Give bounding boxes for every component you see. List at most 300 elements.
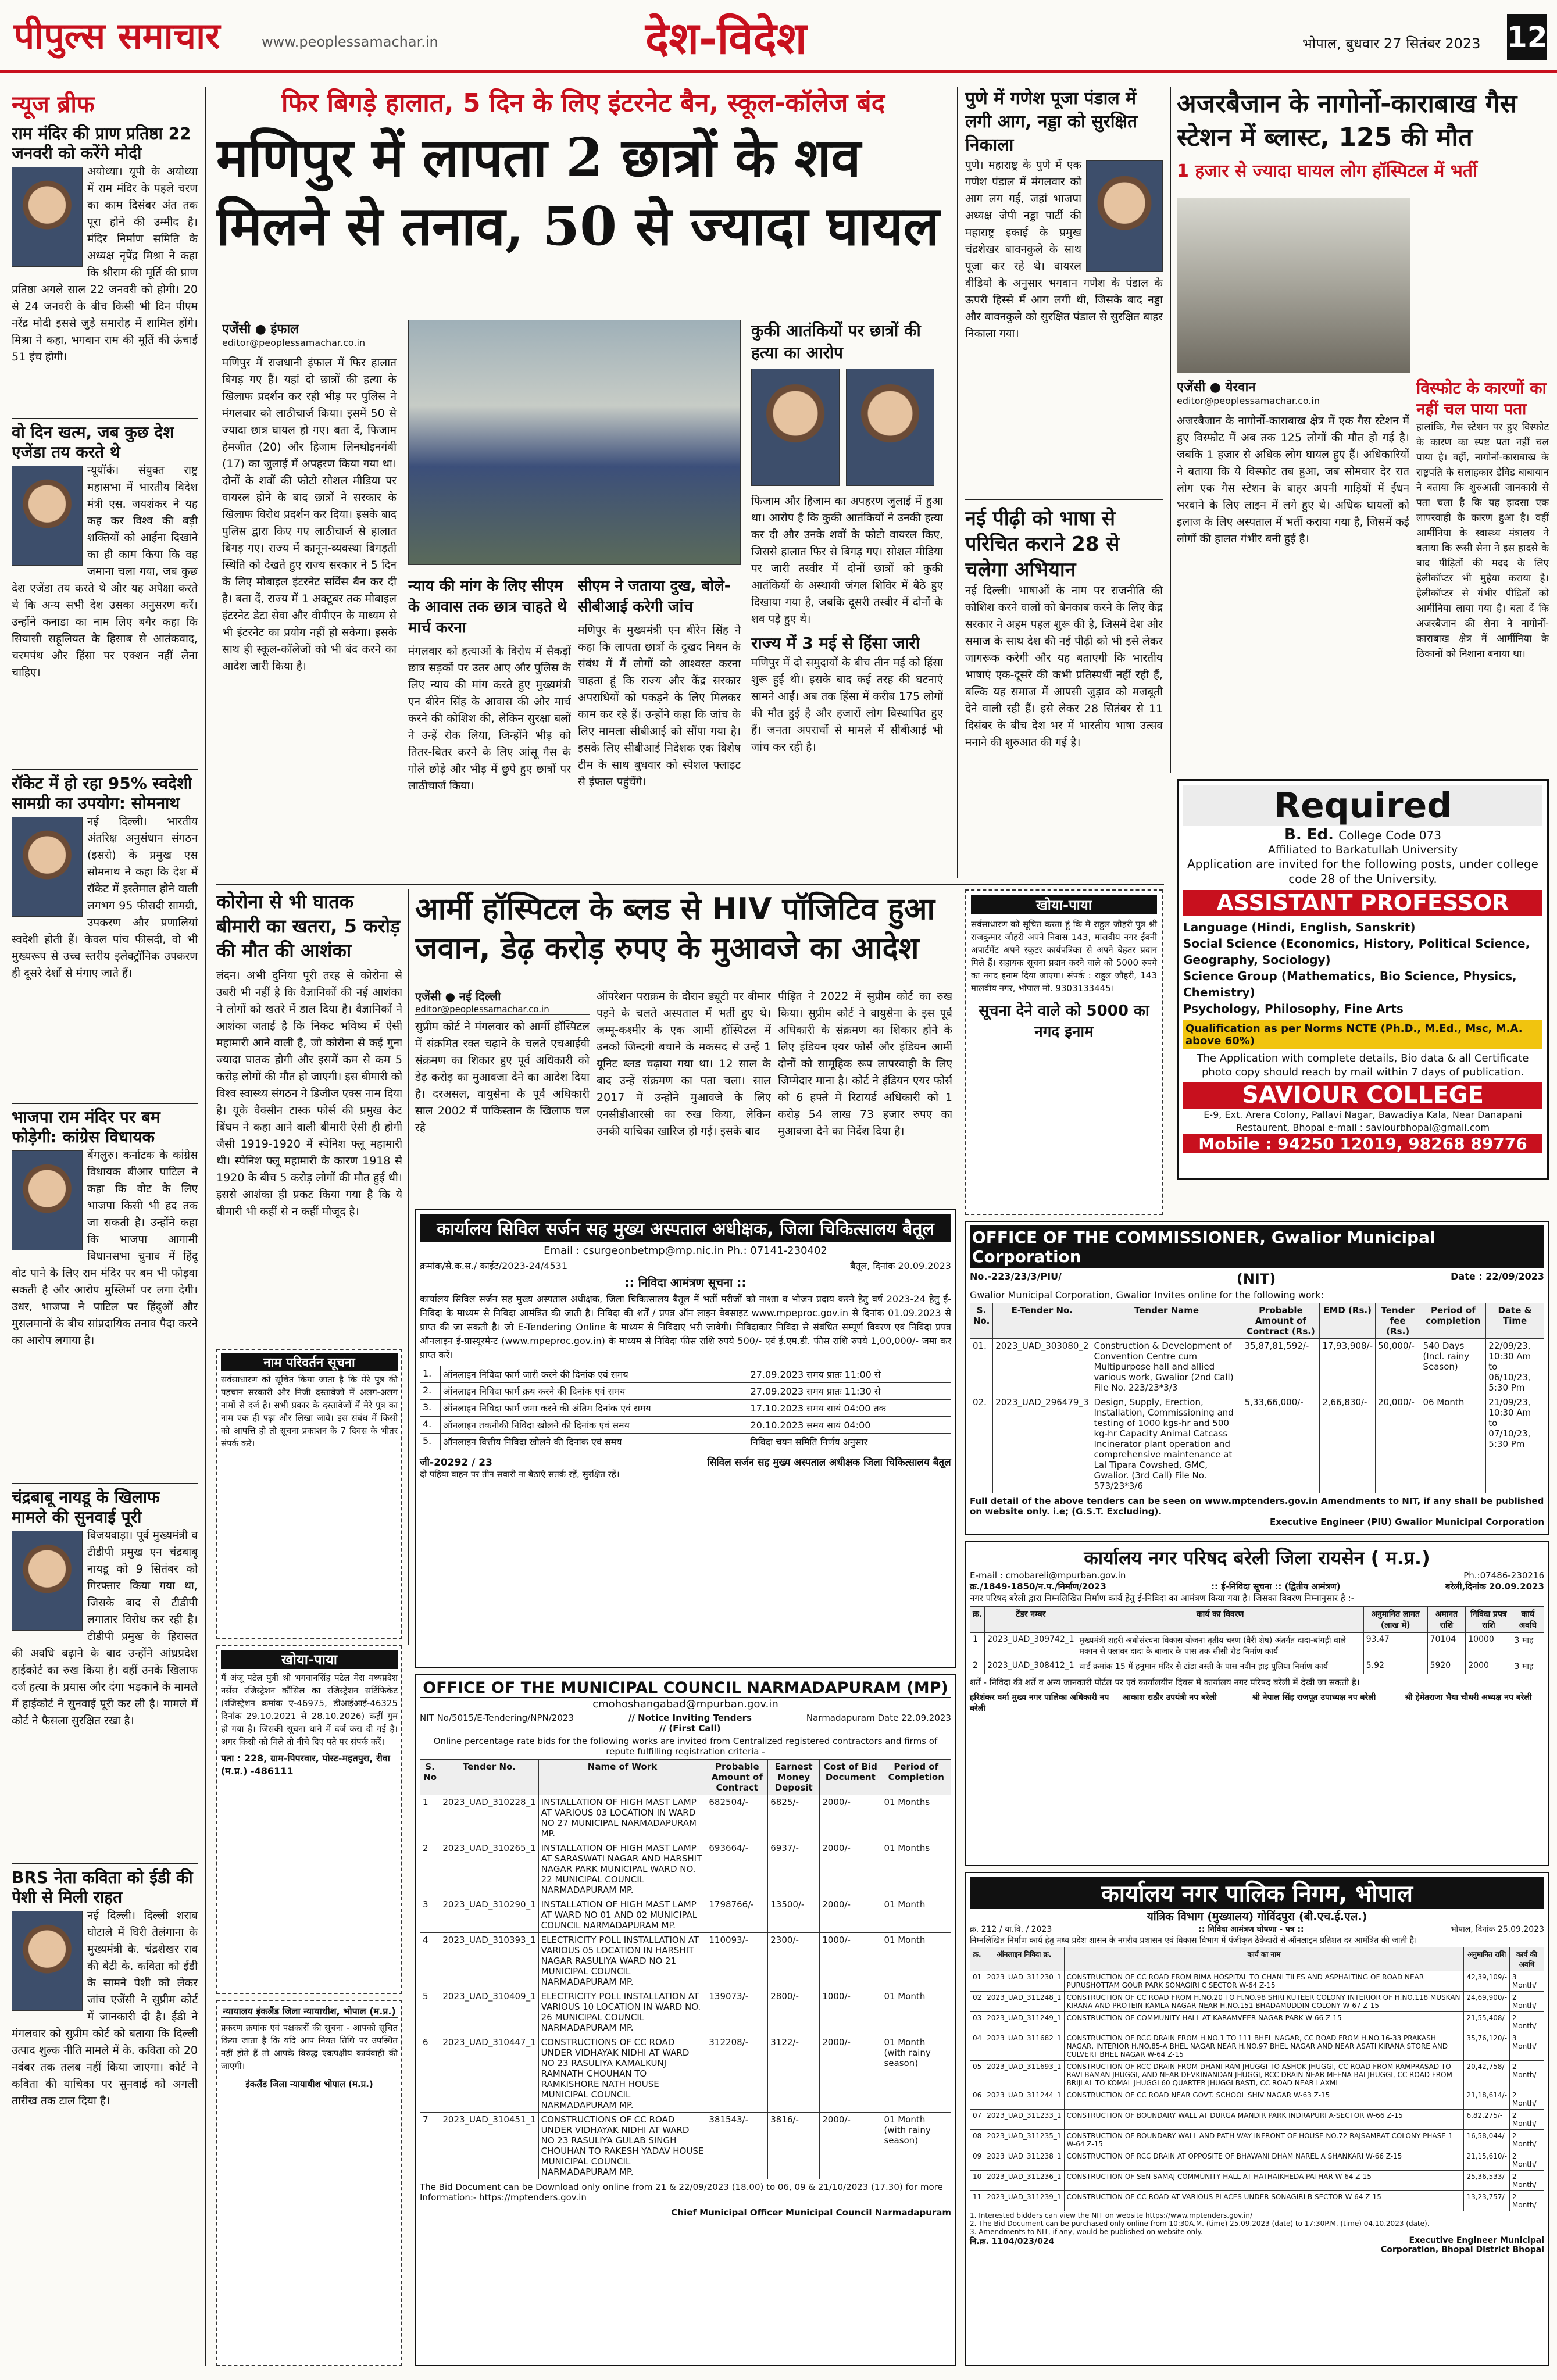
table-cell: 6937/- — [768, 1841, 820, 1897]
table-header: S. No — [420, 1760, 440, 1795]
table-cell: 2000/- — [820, 1841, 881, 1897]
table-cell: 6825/- — [768, 1795, 820, 1841]
table-header: क्र. — [970, 1947, 984, 1971]
bmc-table — [970, 1947, 1544, 2211]
army-body: सुप्रीम कोर्ट ने मंगलवार को आर्मी हॉस्पिटल में संक्रमित रक्त चढ़ाने के चलते एचआईवी संक्रमण का शिकार हुए पूर्व अधिकारी को डेढ़ करोड़ का मुआवजा देने का आदेश दिया है। दरअसल, वायुसेना के पूर्व अधिकारी साल 2002 में पाकिस्तान के खिलाफ चल रहे — [415, 1020, 590, 1134]
table-cell: 01 Month (with rainy season) — [881, 2113, 951, 2179]
required-note: The Application with complete details, Bio data & all Certificate photo copy should reach by mail within 7 days of publication. — [1197, 1052, 1529, 1078]
required-intro: Application are invited for the following posts, under college code 28 of the University. — [1187, 857, 1538, 886]
npm-sign: Chief Municipal Officer Municipal Council Narmadapuram — [671, 2207, 951, 2218]
table-cell: 3. — [420, 1400, 441, 1417]
bmc-office: कार्यालय नगर पालिक निगम, भोपाल — [970, 1877, 1544, 1909]
brief-photo — [12, 466, 83, 566]
table-cell: 20,42,758/- — [1464, 2061, 1509, 2089]
table-cell: 682504/- — [706, 1795, 768, 1841]
table-cell: CONSTRUCTION OF CC ROAD NEAR GOVT. SCHOOL SHIV NAGAR W-63 Z-15 — [1064, 2089, 1464, 2110]
brief-photo — [12, 1150, 83, 1250]
npm-email[interactable]: cmohoshangabad@mpurban.gov.in — [592, 1698, 779, 1710]
gwalior-nit: (NIT) — [1236, 1271, 1276, 1287]
bareli-tender — [965, 1541, 1549, 1866]
table-row — [970, 1339, 1544, 1395]
table-cell: ELECTRICITY POLL INSTALLATION AT VARIOUS 05 LOCATION IN HARSHIT NAGAR RASULIYA WARD NO 21 MUNICIPAL COUNCIL NARMADAPURAM MP. — [538, 1933, 706, 1989]
table-cell: 09 — [970, 2150, 984, 2171]
table-cell: 2023_UAD_310447_1 — [440, 2035, 538, 2113]
table-header: Period of completion — [1420, 1303, 1486, 1339]
table-cell: 2023_UAD_311233_1 — [984, 2110, 1064, 2130]
table-row — [420, 1434, 951, 1450]
table-header: कार्य की अवधि — [1509, 1947, 1544, 1971]
lead-side3 — [751, 320, 943, 872]
table-cell: ऑनलाइन वित्तीय निविदा खोलने की दिनांक एवं समय — [440, 1434, 748, 1450]
table-cell: CONSTRUCTION OF RCC DRAIN FROM DHANI RAM JHUGGI TO ASHOK JHUGGI, CC ROAD FROM RAMPRASAD TO RAVI BAMAN JHUGGI, AND NEAR DEVKINANDAN JHUGGI, RCC DRAIN NEAR MEENA BAI JHUGGI, CC ROAD FROM BRIJLAL TO KOMAL JHUGGI 60 QUARTER JHUGGI BASTI, CC ROAD NEAR LAXMI — [1064, 2061, 1464, 2089]
table-cell: 01. — [970, 1339, 993, 1395]
required-qualification: Qualification as per Norms NCTE (Ph.D., M.Ed., Msc, M.A. above 60%) — [1183, 1020, 1542, 1049]
bmc-note: 2. The Bid Document can be purchased only online from 10:30A.M. (time) 25.09.2023 (date) to 17:30P.M. (time) 04.10.2023 (date). — [970, 2220, 1430, 2228]
table-cell: 01 Month — [881, 1933, 951, 1989]
brief-body: नई दिल्ली। भारतीय अंतरिक्ष अनुसंधान संगठन (इसरो) के प्रमुख एस सोमनाथ ने कहा कि देश में रॉकेट में इस्तेमाल होने वाली लगभग 95 फीसदी सामग्री, उपकरण और प्रणालियां स्वदेशी होती हैं। केवल पांच फीसदी, वो भी मुख्यरूप से उच्च स्तरीय इलेक्ट्रॉनिक उपकरण ही दूसरे देशों से मंगाए जाते हैं। — [12, 815, 198, 980]
table-cell: 1000/- — [820, 1989, 881, 2035]
table-cell: 2023_UAD_311693_1 — [984, 2061, 1064, 2089]
lead-side2 — [578, 576, 741, 872]
table-cell: 3 माह — [1512, 1659, 1544, 1674]
brief-photo — [12, 1911, 83, 2011]
table-header: निविदा प्रपत्र राशि — [1466, 1607, 1512, 1633]
table-row — [970, 2061, 1544, 2089]
betul-office: कार्यालय सिविल सर्जन सह मुख्य अस्पताल अधीक्षक, जिला चिकित्सालय बैतूल — [420, 1214, 951, 1242]
brief-item — [12, 124, 198, 414]
table-cell: 2 Month/ — [1509, 2110, 1544, 2130]
bareli-phone: Ph.:07486-230216 — [1463, 1570, 1544, 1581]
side3-headline: कुकी आतंकियों पर छात्रों की हत्या का आरोप — [751, 321, 921, 362]
table-cell: 16,58,044/- — [1464, 2130, 1509, 2150]
table-cell: 1 — [420, 1795, 440, 1841]
subject-item: Language (Hindi, English, Sanskrit) — [1183, 920, 1416, 934]
npm-intro: Online percentage rate bids for the following works are invited from Centralized registered contractors and firms of repute fulfilling registration criteria - — [433, 1736, 938, 1757]
table-header: अनुमानित लागत (लाख में) — [1363, 1607, 1427, 1633]
table-cell: CONSTRUCTION OF COMMUNITY HALL AT KARAMVEER NAGAR PARK W-66 Z-15 — [1064, 2012, 1464, 2032]
name-change-ad — [216, 1349, 402, 1639]
language-headline: नई पीढ़ी को भाषा से परिचित कराने 28 से चलेगा अभियान — [965, 507, 1120, 581]
bareli-date: बरेली,दिनांक 20.09.2023 — [1445, 1581, 1544, 1592]
brief-item — [12, 774, 198, 1099]
table-header: क्र. — [970, 1607, 985, 1633]
side2-body: मणिपुर के मुख्यमंत्री एन बीरेन सिंह ने कहा कि लापता छात्रों के दुखद निधन के संबंध में मैं लोगों को आश्वस्त करना चाहता हूं कि राज्य और केंद्र सरकार अपराधियों को पकड़ने के लिए मिलकर काम कर रहे हैं। उन्होंने कहा कि जांच के लिए मामला सीबीआई को सौंपा गया है। इसके लिए सीबीआई निदेशक एक विशेष टीम के साथ बुधवार को स्पेशल फ्लाइट से इंफाल पहुंचेंगे। — [578, 624, 741, 788]
side3-body: फिजाम और हिजाम का अपहरण जुलाई में हुआ था। आरोप है कि कुकी आतंकियों ने उनकी हत्या कर दी और उनके शवों के फोटो वायरल किए, जिससे हालात फिर से बिगड़ गए। सोशल मीडिया पर जारी तस्वीर में दोनों छात्रों को कुकी आतंकियों के अस्थायी जंगल शिविर में बैठे हुए दिखाया गया है, जबकि दूसरी तस्वीर में दोनों के शव पड़े हुए थे। — [751, 495, 943, 626]
table-cell: 2000/- — [820, 1795, 881, 1841]
bareli-office: कार्यालय नगर परिषद बरेली जिला रायसेन ( म.प्र.) — [1084, 1547, 1430, 1569]
brief-photo — [12, 167, 83, 267]
brief-body: न्यूयॉर्क। संयुक्त राष्ट्र महासभा में भारतीय विदेश मंत्री एस. जयशंकर ने यह कह कर विश्व की बड़ी शक्तियों को आईना दिखाने का ही काम किया कि वह जमाना चला गया, जब कुछ देश एजेंडा तय करते थे और यह अपेक्षा करते थे कि अन्य सभी देश उसका अनुसरण करें। उन्होंने कनाडा का नाम लिए बगैर कहा कि सियासी सहूलियत के हिसाब से आतंकवाद, चरमपंथ और हिंसा पर एक्शन नहीं लेना चाहिए। — [12, 464, 198, 679]
table-cell: 2023_UAD_310393_1 — [440, 1933, 538, 1989]
pune-headline: पुणे में गणेश पूजा पंडाल में लगी आग, नड्डा को सुरक्षित निकाला — [965, 88, 1138, 155]
table-cell: CONSTRUCTION OF RCC DRAIN AT OPPOSITE OF BHAWANI DHAM NAREL A SHANKARI W-66 Z-15 — [1064, 2150, 1464, 2171]
gwalior-intro: Gwalior Municipal Corporation, Gwalior Invites online for the following work: — [970, 1289, 1324, 1300]
table-cell: 3 माह — [1512, 1633, 1544, 1659]
bmc-note: 1. Interested bidders can view the NIT on website https://www.mptenders.gov.in/ — [970, 2211, 1253, 2220]
college-name: SAVIOUR COLLEGE — [1183, 1082, 1542, 1109]
table-cell: CONSTRUCTION OF BOUNDARY WALL AT DURGA MANDIR PARK INDRAPURI A-SECTOR W-66 Z-15 — [1064, 2110, 1464, 2130]
table-row — [420, 1933, 951, 1989]
table-cell: 4. — [420, 1417, 441, 1434]
betul-title: :: निविदा आमंत्रण सूचना :: — [624, 1275, 747, 1289]
table-cell: 17.10.2023 समय सायं 04:00 तक — [748, 1400, 951, 1417]
table-header: कार्य अवधि — [1512, 1607, 1544, 1633]
table-cell: Design, Supply, Erection, Installation, Commissioning and testing of 1000 kgs-hr and 500 kg-hr Capacity Animal Catcass Incinerator plant operation and comprehensive maintenance at Lal Tipara Cowshed, GMC, Gwalior. (3rd Call) File No. 573/23*3/6 — [1091, 1395, 1242, 1493]
nadda-photo — [1086, 160, 1163, 272]
table-cell: 2023_UAD_303080_2 — [993, 1339, 1091, 1395]
table-cell: 1. — [420, 1366, 441, 1383]
betul-schedule — [420, 1366, 951, 1450]
bareli-title: :: ई-निविदा सूचना :: (द्वितीय आमंत्रण) — [1210, 1581, 1341, 1592]
table-cell: 1 — [970, 1633, 985, 1659]
table-cell: 22/09/23, 10:30 Am to 06/10/23, 5:30 Pm — [1486, 1339, 1544, 1395]
bareli-table — [970, 1606, 1544, 1674]
table-row — [970, 2012, 1544, 2032]
table-cell: 21,18,614/- — [1464, 2089, 1509, 2110]
table-cell: 06 — [970, 2089, 984, 2110]
table-row — [420, 1795, 951, 1841]
required-title: Required — [1183, 785, 1542, 826]
table-cell: 2 Month/ — [1509, 2089, 1544, 2110]
gwalior-office: OFFICE OF THE COMMISSIONER, Gwalior Municipal Corporation — [970, 1225, 1544, 1268]
table-header: अनुमानित राशि — [1464, 1947, 1509, 1971]
required-post: ASSISTANT PROFESSOR — [1183, 890, 1542, 916]
table-cell: 06 Month — [1420, 1395, 1486, 1493]
subject-item: Psychology, Philosophy, Fine Arts — [1183, 1002, 1404, 1016]
table-cell: 2023_UAD_311249_1 — [984, 2012, 1064, 2032]
table-cell: 2000/- — [820, 2035, 881, 2113]
table-cell: 110093/- — [706, 1933, 768, 1989]
brief-photo — [12, 1531, 83, 1631]
table-cell: 2023_UAD_311236_1 — [984, 2171, 1064, 2191]
table-cell: INSTALLATION OF HIGH MAST LAMP AT VARIOUS 03 LOCATION IN WARD NO 27 MUNICIPAL NARMADAPURAM MP. — [538, 1795, 706, 1841]
army-col3: पीड़ित ने 2022 में सुप्रीम कोर्ट का रुख किया। सुप्रीम कोर्ट ने वायुसेना के इस पूर्व अधिकारी के संक्रमण का शिकार होने के लिए इंडियन एयर फोर्स और इंडियन आर्मी दोनों को सामूहिक रूप लापरवाही के लिए जिम्मेदार माना है। कोर्ट ने इंडियन एयर फोर्स को 6 हफ्ते में रिटायर्ड अधिकारी को 1 करोड़ 54 लाख 73 हजार रुपए का मुआवजा देने का निर्देश दिया है। — [778, 990, 952, 1138]
table-row — [970, 2130, 1544, 2150]
table-cell: 3816/- — [768, 2113, 820, 2179]
table-header: Cost of Bid Document — [820, 1760, 881, 1795]
side4-headline: राज्य में 3 मई से हिंसा जारी — [751, 634, 920, 653]
language-story — [965, 506, 1163, 878]
table-cell: 5. — [420, 1434, 441, 1450]
gwalior-table — [970, 1303, 1544, 1493]
required-course: B. Ed. — [1284, 826, 1334, 844]
table-cell: 2 Month/ — [1509, 2061, 1544, 2089]
bmc-code: नि.क्र. 1104/023/024 — [970, 2237, 1055, 2246]
table-cell: 27.09.2023 समय प्रातः 11:30 से — [748, 1383, 951, 1400]
table-cell: 20,000/- — [1376, 1395, 1420, 1493]
table-cell: 2023_UAD_311244_1 — [984, 2089, 1064, 2110]
table-cell: 13,23,757/- — [1464, 2191, 1509, 2211]
name-change-title: नाम परिवर्तन सूचना — [221, 1353, 398, 1371]
bmc-sign: Executive Engineer Municipal Corporation, Bhopal District Bhopal — [1381, 2236, 1544, 2254]
lead-photo — [408, 320, 741, 565]
table-cell: INSTALLATION OF HIGH MAST LAMP AT WARD NO 01 AND 02 MUNICIPAL COUNCIL NARMADAPURAM MP. — [538, 1897, 706, 1933]
table-cell: 08 — [970, 2130, 984, 2150]
table-header: Earnest Money Deposit — [768, 1760, 820, 1795]
bareli-intro: नगर परिषद बरेली द्वारा निम्नलिखित निर्माण कार्य हेतु ई-निविदा का आमंत्रण किया गया है। जिसका विवरण निम्नानुसार है :- — [970, 1593, 1355, 1603]
npm-ref: NIT No/5015/E-Tendering/NPN/2023 — [420, 1713, 574, 1723]
table-row — [420, 1989, 951, 2035]
table-row — [970, 1659, 1544, 1674]
army-headline: आर्मी हॉस्पिटल के ब्लड से HIV पॉजिटिव हुआ जवान, डेढ़ करोड़ रुपए के मुआवजे का आदेश — [415, 892, 935, 966]
table-cell: 2 Month/ — [1509, 2150, 1544, 2171]
corona-story — [216, 889, 402, 1343]
table-cell: 2023_UAD_311238_1 — [984, 2150, 1064, 2171]
table-cell: 11 — [970, 2191, 984, 2211]
bmc-ref: क्र. 212 / या.वि. / 2023 — [970, 1925, 1052, 1934]
azer-side-headline: विस्फोट के कारणों का नहीं चल पाया पता — [1416, 378, 1547, 419]
table-header: EMD (Rs.) — [1320, 1303, 1376, 1339]
table-cell: 1798766/- — [706, 1897, 768, 1933]
table-header: Name of Work — [538, 1760, 706, 1795]
table-cell: 93.47 — [1363, 1633, 1427, 1659]
brief-body: नई दिल्ली। दिल्ली शराब घोटाले में घिरी तेलंगाना के मुख्यमंत्री के. चंद्रशेखर राव की बेटी के. कविता को ईडी के सामने पेशी को लेकर जांच एजेंसी ने सुप्रीम कोर्ट में जानकारी दी है। ईडी ने मंगलवार को सुप्रीम कोर्ट को बताया कि दिल्ली उत्पाद शुल्क नीति मामले में के. कविता को 20 नवंबर तक तलब नहीं किया जाएगा। कोर्ट ने कविता की याचिका पर सुनवाई को अगली तारीख तक टाल दिया है। — [12, 1909, 198, 2107]
table-cell: 07 — [970, 2110, 984, 2130]
required-code: College Code 073 — [1338, 828, 1441, 842]
table-cell: 1000/- — [820, 1933, 881, 1989]
table-cell: CONSTRUCTION OF BOUNDARY WALL AND PATH WAY INFRONT OF HOUSE NO.72 RAJSAMRAT COLONY PHASE-1 W-64 Z-15 — [1064, 2130, 1464, 2150]
table-row — [420, 1383, 951, 1400]
required-ad — [1177, 779, 1549, 1180]
table-cell: 42,39,109/- — [1464, 1971, 1509, 1992]
npm-table — [420, 1759, 951, 2179]
table-cell: 27.09.2023 समय प्रातः 11:00 से — [748, 1366, 951, 1383]
table-cell: 2. — [420, 1383, 441, 1400]
table-cell: 2023_UAD_311682_1 — [984, 2032, 1064, 2061]
table-cell: 20.10.2023 समय सायं 04:00 — [748, 1417, 951, 1434]
table-cell: ऑनलाइन निविदा फार्म जारी करने की दिनांक एवं समय — [440, 1366, 748, 1383]
table-row — [970, 2110, 1544, 2130]
table-cell: 3 Month/ — [1509, 2032, 1544, 2061]
news-brief — [12, 87, 198, 2366]
azer-email[interactable]: editor@peoplessamachar.co.in — [1177, 395, 1409, 409]
army-col1 — [415, 988, 590, 1203]
table-cell: 2000 — [1466, 1659, 1512, 1674]
table-cell: 02 — [970, 1992, 984, 2012]
section-title: देश-विदेश — [645, 12, 807, 64]
table-cell: CONSTRUCTION OF SEN SAMAJ COMMUNITY HALL AT HATHAIKHEDA PATHAR W-64 Z-15 — [1064, 2171, 1464, 2191]
betul-ref: क्रमांक/से.क.स./ काईट/2023-24/4531 — [420, 1260, 568, 1271]
table-cell: 2023_UAD_310265_1 — [440, 1841, 538, 1897]
victim-photo — [751, 369, 840, 486]
masthead — [0, 0, 1557, 73]
table-cell: 35,87,81,592/- — [1242, 1339, 1320, 1395]
masthead-brand: पीपुल्स समाचार — [14, 15, 220, 57]
subject-item: Science Group (Mathematics, Bio Science, Physics, Chemistry) — [1183, 969, 1517, 999]
side1-headline: न्याय की मांग के लिए सीएम के आवास तक छात्र चाहते थे मार्च करना — [408, 577, 567, 637]
table-cell: 02. — [970, 1395, 993, 1493]
gwalior-sign: Executive Engineer (PIU) Gwalior Municipal Corporation — [1269, 1517, 1544, 1527]
table-row — [970, 1971, 1544, 1992]
table-cell: 01 Month (with rainy season) — [881, 2035, 951, 2113]
table-row — [970, 1395, 1544, 1493]
table-cell: 21/09/23, 10:30 Am to 07/10/23, 5:30 Pm — [1486, 1395, 1544, 1493]
lost-body: सर्वसाधारण को सूचित करता हूं कि मैं राहुल जौहरी पुत्र श्री राजकुमार जौहरी अपने निवास 143, मालवीय नगर ईवनी अपार्टमेंट अपने स्कूटर कार्यपत्रिका से अपने बेहतर प्रदान मिले हैं। सहायक सूचना प्रदान करने वाले को 5000 रुपये का नगद इनाम दिया जाएगा। संपर्क : राहुल जौहरी, 143 मालवीय नगर, भोपाल मो. 9303133445। — [971, 919, 1157, 994]
table-cell: 13500/- — [768, 1897, 820, 1933]
table-row — [420, 2035, 951, 2113]
table-header: कार्य का नाम — [1064, 1947, 1464, 1971]
npm-footer: The Bid Document can be Download only online from 21 & 22/09/2023 (18.00) to 06, 09 & 21/10/2023 (17.30) for more Information:- https://mptenders.gov.in — [420, 2182, 943, 2203]
masthead-url[interactable]: www.peoplessamachar.in — [262, 34, 438, 50]
bareli-signature: श्री नेपाल सिंह राजपूत उपाध्यक्ष नप बरेली — [1252, 1693, 1376, 1702]
table-cell: 6,82,275/- — [1464, 2110, 1509, 2130]
table-cell: 2300/- — [768, 1933, 820, 1989]
table-cell: CONSTRUCTIONS OF CC ROAD UNDER VIDHAYAK NIDHI AT WARD NO 23 RASULIYA KAMALKUNJ RAMNATH CHOUHAN TO RAMKISHORE NATH HOUSE MUNICIPAL COUNCIL NARMADAPURAM MP. — [538, 2035, 706, 2113]
table-cell: 2 Month/ — [1509, 2191, 1544, 2211]
required-affiliation: Affiliated to Barkatullah University — [1267, 844, 1458, 856]
court-footer: इंकलैंड जिला न्यायाधीश भोपाल (म.प्र.) — [245, 2079, 373, 2089]
table-cell: 2000/- — [820, 1897, 881, 1933]
table-header: E-Tender No. — [993, 1303, 1091, 1339]
table-cell: 2 — [420, 1841, 440, 1897]
lead-byline: एजेंसी ● इंफाल — [222, 322, 299, 337]
table-cell: 5.92 — [1363, 1659, 1427, 1674]
table-cell: CONSTRUCTION OF CC ROAD AT VARIOUS PLACES UNDER SONAGIRI B SECTOR W-64 Z-15 — [1064, 2191, 1464, 2211]
npm-notice: // Notice Inviting Tenders // (First Call) — [628, 1713, 752, 1734]
betul-intro: कार्यालय सिविल सर्जन सह मुख्य अस्पताल अधीक्षक, जिला चिकित्सालय बैतूल में भर्ती मरीजों को नाश्ता व भोजन प्रदाय करने हेतु वर्ष 2023-24 हेतु ई-निविदा के माध्यम से निविदा आमंत्रित की जाती है। निविदा की शर्तें / प्रपत्र ऑन लाइन वेबसाइट www.mpeproc.gov.in से दिनांक 01.09.2023 से प्राप्त की जा सकती है। जो E-Tendering Online के माध्यम से निविदाएं भरी जावेगी। निविदाकार निविदा से संबंधित सम्पूर्ण विवरण एवं निविदा प्रपत्र ऑनलाइन ई-प्रास्यूरमेन्ट (www.mpeproc.gov.in) के माध्यम से निविदा फीस राशि रुपये 500/- एवं ई.एम.डी. फीस राशि रुपये 1,00,000/- जमा कर प्राप्त करें। — [420, 1293, 951, 1360]
table-cell: 2000/- — [820, 2113, 881, 2179]
table-cell: 381543/- — [706, 2113, 768, 2179]
lost2-title: खोया-पाया — [221, 1650, 398, 1669]
brief-body: विजयवाड़ा। पूर्व मुख्यमंत्री व टीडीपी प्रमुख एन चंद्रबाबू नायडू को 9 सितंबर को गिरफ्तार किया गया था, जिसके बाद से टीडीपी लगातार विरोध कर रही है। टीडीपी प्रमुख के हिरासत की अवधि बढ़ाने के बाद उन्होंने आंध्रप्रदेश हाईकोर्ट का रुख किया है। वहीं उनके खिलाफ दर्ज हत्या के प्रयास और दंगा भड़काने के मामले में हाईकोर्ट ने सुनवाई पूरी कर ली है। मामले में कोर्ट ने फैसला सुरक्षित रखा है। — [12, 1529, 198, 1727]
table-cell: CONSTRUCTIONS OF CC ROAD UNDER VIDHAYAK NIDHI AT WARD NO 23 RASULIYA GULAB SINGH CHOUHAN TO RAKESH YADAV HOUSE MUNICIPAL COUNCIL NARMADAPURAM MP. — [538, 2113, 706, 2179]
table-cell: 21,15,610/- — [1464, 2150, 1509, 2171]
army-col2: ऑपरेशन पराक्रम के दौरान ड्यूटी पर बीमार पड़ने के चलते अस्पताल में भर्ती हुए थे। जम्मू-कश्मीर के एक आर्मी हॉस्पिटल में उनको जिन्दगी बचाने के मकसद से उन्हें 1 यूनिट ब्लड चढ़ाया गया था। 12 साल के बाद उन्हें संक्रमण का पता चला। साल 2017 में उन्होंने मुआवजे के लिए एनसीडीआरसी का रुख किया, लेकिन उनकी याचिका खारिज हो गई। इसके बाद — [597, 990, 771, 1138]
table-cell: 2023_UAD_310290_1 — [440, 1897, 538, 1933]
bmc-date: भोपाल, दिनांक 25.09.2023 — [1450, 1925, 1544, 1934]
court-body: प्रकरण क्रमांक एवं पक्षकारों की सूचना - आपको सूचित किया जाता है कि यदि आप नियत तिथि पर उपस्थित नहीं होते हैं तो आपके विरुद्ध एकपक्षीय कार्यवाही की जाएगी। — [221, 2022, 398, 2071]
corona-body: लंदन। अभी दुनिया पूरी तरह से कोरोना से उबरी भी नहीं है कि वैज्ञानिकों की नई आशंका ने लोगों को खतरे में डाल दिया है। वैज्ञानिकों ने आशंका जताई है कि निकट भविष्य में ऐसी महामारी आने वाली है, जो कोरोना से कई गुना ज्यादा घातक होगी और इसमें कम से कम 5 करोड़ लोगों की मौत हो जाएगी। इस बीमारी को विश्व स्वास्थ्य संगठन ने डिजीज एक्स नाम दिया है। यूके वैक्सीन टास्क फोर्स की प्रमुख केट बिंघम ने कहा आने वाली बीमारी ऐसी ही होगी जैसी 1919-1920 में स्पेनिश फ्लू महामारी थी। स्पेनिश फ्लू महामारी के कारण 1918 से 1920 के बीच 5 करोड़ लोगों की मौत हुई थी। इससे आशंका ही प्रकट किया गया है कि ये बीमारी भी कहीं से न कहीं मौजूद है। — [216, 969, 402, 1218]
table-cell: ELECTRICITY POLL INSTALLATION AT VARIOUS 10 LOCATION IN WARD NO. 26 MUNICIPAL COUNCIL NARMADAPURAM MP. — [538, 1989, 706, 2035]
brief-body: बेंगलुरु। कर्नाटक के कांग्रेस विधायक बीआर पाटिल ने कहा कि वोट के लिए भाजपा किसी भी हद तक जा सकती है। उन्होंने कहा कि भाजपा आगामी विधानसभा चुनाव में हिंदू वोट पाने के लिए राम मंदिर पर बम भी फोड़वा सकती है और आरोप मुस्लिमों पर लगा देगी। उधर, भाजपा ने पाटिल पर हिंदुओं और मुसलमानों के बीच सांप्रदायिक तनाव पैदा करने का आरोप लगाया है। — [12, 1149, 198, 1347]
table-row — [420, 1841, 951, 1897]
table-row — [420, 1417, 951, 1434]
brief-headline: राम मंदिर की प्राण प्रतिष्ठा 22 जनवरी को करेंगे मोदी — [12, 124, 191, 163]
table-cell: 2023_UAD_310228_1 — [440, 1795, 538, 1841]
bareli-ref: क्र./1849-1850/न.प./निर्माण/2023 — [970, 1581, 1106, 1592]
table-cell: 693664/- — [706, 1841, 768, 1897]
college-address: E-9, Ext. Arera Colony, Pallavi Nagar, Bawadiya Kala, Near Danapani Restaurent, Bhopal e-mail : saviourbhopal@gmail.com — [1204, 1109, 1522, 1133]
npm-office: OFFICE OF THE MUNICIPAL COUNCIL NARMADAPURAM (MP) — [420, 1679, 951, 1698]
narmadapuram-tender — [415, 1674, 956, 2366]
brief-item — [12, 1107, 198, 1480]
bareli-signature: हरिशंकर वर्मा मुख्य नगर पालिका अधिकारी नप बरेली — [970, 1693, 1109, 1713]
brief-headline: भाजपा राम मंदिर पर बम फोड़ेगी: कांग्रेस विधायक — [12, 1107, 160, 1146]
bareli-email[interactable]: E-mail : cmobareli@mpurban.gov.in — [970, 1570, 1126, 1581]
table-cell: 01 Month — [881, 1897, 951, 1933]
gwalior-tender — [965, 1221, 1549, 1535]
table-row — [970, 2150, 1544, 2171]
azer-main — [1177, 378, 1409, 773]
table-cell: INSTALLATION OF HIGH MAST LAMP AT SARASWATI NAGAR AND HARSHIT NAGAR PARK MUNICIPAL WARD NO. 22 MUNICIPAL COUNCIL NARMADAPURAM MP. — [538, 1841, 706, 1897]
table-row — [970, 2171, 1544, 2191]
brief-item — [12, 423, 198, 766]
bmc-intro: निम्नलिखित निर्माण कार्य हेतु मध्य प्रदेश शासन के नगरीय प्रशासन एवं विकास विभाग में पंजीकृत ठेकेदारों से ऑनलाइन प्रतिशत दर आमंत्रित की जाती है। — [970, 1936, 1417, 1945]
table-header: Tender fee (Rs.) — [1376, 1303, 1420, 1339]
table-cell: 10000 — [1466, 1633, 1512, 1659]
court-notice — [216, 2000, 402, 2366]
army-email[interactable]: editor@peoplessamachar.co.in — [415, 1004, 590, 1015]
betul-sign: सिविल सर्जन सह मुख्य अस्पताल अधीक्षक जिला चिकित्सालय बैतूल — [707, 1457, 951, 1468]
betul-date: बैतूल, दिनांक 20.09.2023 — [850, 1260, 951, 1271]
table-cell: निविदा चयन समिति निर्णय अनुसार — [748, 1434, 951, 1450]
dateline: भोपाल, बुधवार 27 सितंबर 2023 — [1302, 35, 1481, 52]
table-cell: 03 — [970, 2012, 984, 2032]
brief-item — [12, 1488, 198, 1860]
gwalior-ref: No.-223/23/3/PIU/ — [970, 1271, 1062, 1282]
table-cell: 3 — [420, 1897, 440, 1933]
gwalior-date: Date : 22/09/2023 — [1451, 1271, 1544, 1282]
table-cell: 2023_UAD_309742_1 — [985, 1633, 1077, 1659]
lost-found-ad — [965, 889, 1163, 1215]
table-cell: 4 — [420, 1933, 440, 1989]
army-story — [415, 889, 956, 1203]
table-cell: 3122/- — [768, 2035, 820, 2113]
brief-headline: चंद्रबाबू नायडू के खिलाफ मामले की सुनवाई पूरी — [12, 1488, 160, 1527]
lead-email[interactable]: editor@peoplessamachar.co.in — [222, 337, 397, 351]
table-cell: 139073/- — [706, 1989, 768, 2035]
table-cell: 2 Month/ — [1509, 2012, 1544, 2032]
betul-email[interactable]: Email : csurgeonbetmp@mp.nic.in Ph.: 07141-230402 — [544, 1245, 827, 1257]
table-cell: CONSTRUCTION OF CC ROAD FROM BIMA HOSPITAL TO CHANI TILES AND ASPHALTING OF ROAD NEAR PURUSHOTTAM GOUR PARK SONAGIRI C SECTOR W-64 Z-15 — [1064, 1971, 1464, 1992]
table-cell: 01 Month — [881, 1989, 951, 2035]
table-cell: 05 — [970, 2061, 984, 2089]
table-cell: 35,76,120/- — [1464, 2032, 1509, 2061]
gwalior-footer: Full detail of the above tenders can be seen on www.mptenders.gov.in Amendments to NIT, if any shall be published on website only. i.e; (G.S.T. Excluding). — [970, 1496, 1544, 1517]
college-mobile[interactable]: Mobile : 94250 12019, 98268 89776 — [1183, 1134, 1542, 1153]
table-cell: 5920 — [1427, 1659, 1466, 1674]
bmc-title: :: निविदा आमंत्रण घोषणा - पत्र :: — [1198, 1925, 1304, 1934]
table-cell: ऑनलाइन तकनीकी निविदा खोलने की दिनांक एवं समय — [440, 1417, 748, 1434]
table-cell: 2023_UAD_310451_1 — [440, 2113, 538, 2179]
army-byline: एजेंसी ● नई दिल्ली — [415, 989, 501, 1003]
bmc-note: 3. Amendments to NIT, if any, would be published on website only. — [970, 2228, 1203, 2236]
table-header: Probable Amount of Contract (Rs.) — [1242, 1303, 1320, 1339]
lead-story — [216, 87, 950, 878]
table-header: S. No. — [970, 1303, 993, 1339]
table-cell: 312208/- — [706, 2035, 768, 2113]
azer-body: अजरबैजान के नागोर्नो-काराबाख क्षेत्र में एक गैस स्टेशन में हुए विस्फोट में अब तक 125 लोगों की मौत हो गई है। जबकि 1 हजार से अधिक लोग घायल हुए हैं। अधिकारियों ने बताया कि ये विस्फोट तब हुआ, जब सोमवार देर रात लोग एक गैस स्टेशन के बाहर अपनी गाड़ियों में ईंधन भरवाने के लिए लाइन में लगे हुए थे। अधिक घायलों को इलाज के लिए अस्पताल में भर्ती कराया गया है, जिसमें कई लोगों की हालत गंभीर बनी हुई है। — [1177, 414, 1409, 545]
table-cell: 2023_UAD_308412_1 — [985, 1659, 1077, 1674]
bareli-note: शर्तें - निविदा की शर्तें व अन्य जानकारी पोर्टल पर एवं कार्यालयीन दिवस में कार्यालय नगर परिषद बरेली में देखी जा सकती है। — [970, 1677, 1360, 1688]
lead-body: मणिपुर में राजधानी इंफाल में फिर हालात बिगड़ गए हैं। यहां दो छात्रों की हत्या के खिलाफ प्रदर्शन कर रही भीड़ पर पुलिस ने मंगलवार को लाठीचार्ज किया। इसमें 50 से ज्यादा छात्र घायल हो गए। बता दें, फिजाम हेमजीत (20) और हिजाम लिनथोइनगंबी (17) का जुलाई में अपहरण किया गया था। दोनों के शवों की फोटो सोशल मीडिया पर वायरल होने के बाद छात्रों ने सरकार के खिलाफ विरोध प्रदर्शन कर दिया। इसके बाद पुलिस द्वारा किए गए लाठीचार्ज से हालात बिगड़ गए। राज्य में कानून-व्यवस्था बिगड़ती स्थिति को देखते हुए राज्य सरकार ने 5 दिन के लिए मोबाइल इंटरनेट सर्विस बैन कर दी है। बता दें, राज्य में 1 अक्टूबर तक मोबाइल इंटरनेट डेटा सेवा और वीपीएन के माध्यम से भी इंटरनेट का प्रयोग नहीं हो सकेगा। इसके साथ ही स्कूल-कॉलेजों को भी बंद करने का आदेश जारी किया है। — [222, 356, 397, 673]
lost-reward: सूचना देने वाले को 5000 का नगद इनाम — [979, 1002, 1149, 1041]
table-cell: 17,93,908/- — [1320, 1339, 1376, 1395]
brief-item — [12, 1868, 198, 2275]
table-cell: 5 — [420, 1989, 440, 2035]
court-title: न्यायालय इंकलैंड जिला न्यायाधीश, भोपाल (म.प्र.) — [221, 2004, 398, 2018]
azer-byline: एजेंसी ● येरवान — [1177, 380, 1256, 395]
table-cell: मुख्यमंत्री शहरी अधोसंरचना विकास योजना तृतीय चरण (वैरी शेष) अंतर्गत दादा-बांगड़ी वाले मकान से फ्लावर दादा के बाजार के पास तक सीसी रोड निर्माण कार्य — [1077, 1633, 1363, 1659]
table-row — [420, 2113, 951, 2179]
victim-photo — [846, 369, 934, 486]
table-header: Tender Name — [1091, 1303, 1242, 1339]
table-row — [420, 1400, 951, 1417]
table-cell: 50,000/- — [1376, 1339, 1420, 1395]
lost2-address: पता : 228, ग्राम-पिपरवार, पोस्ट-महतपुरा, रीवा (म.प्र.) -486111 — [221, 1753, 390, 1777]
lost-found-ad-2 — [216, 1645, 402, 1994]
table-cell: 10 — [970, 2171, 984, 2191]
brief-headline: BRS नेता कविता को ईडी की पेशी से मिली राहत — [12, 1868, 193, 1907]
table-cell: 2023_UAD_311248_1 — [984, 1992, 1064, 2012]
table-cell: 3 Month/ — [1509, 1971, 1544, 1992]
table-cell: 5,33,66,000/- — [1242, 1395, 1320, 1493]
side2-headline: सीएम ने जताया दुख, बोले-सीबीआई करेगी जांच — [578, 577, 731, 616]
lead-side1 — [408, 576, 571, 872]
betul-note: दो पहिया वाहन पर तीन सवारी ना बैठाएं सतर्क रहें, सुरक्षित रहें। — [420, 1469, 620, 1480]
table-header: Date & Time — [1486, 1303, 1544, 1339]
table-header: टेंडर नम्बर — [985, 1607, 1077, 1633]
